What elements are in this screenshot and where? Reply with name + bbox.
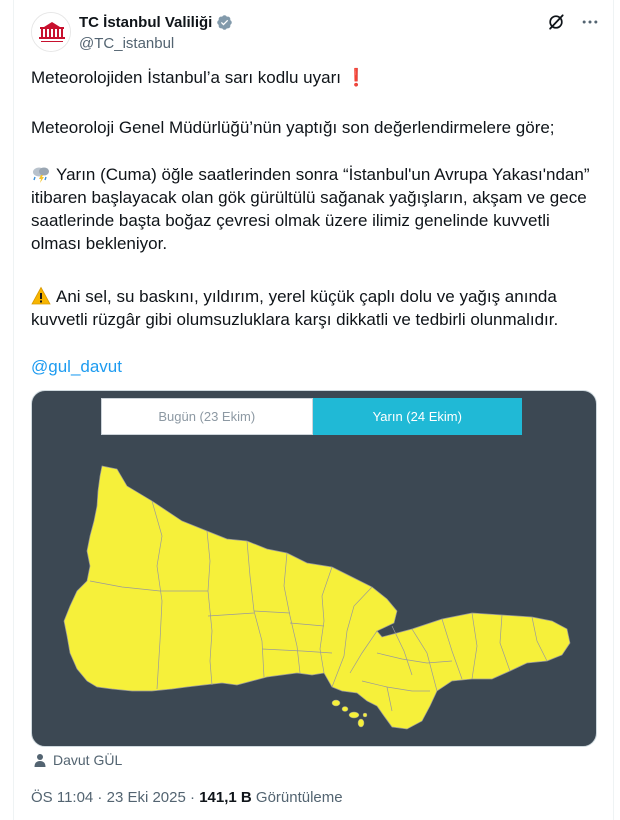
tab-tomorrow[interactable]: Yarın (24 Ekim): [313, 398, 523, 435]
verified-badge-icon: [216, 14, 233, 31]
istanbul-districts: [64, 466, 570, 729]
meta-separator-2: ·: [185, 789, 200, 806]
warning-icon: [31, 286, 51, 306]
view-label: Görüntüleme: [251, 789, 343, 806]
media-credit[interactable]: [33, 752, 122, 768]
tweet-media-map[interactable]: [31, 390, 597, 747]
tweet-line-1-text: Meteorolojiden İstanbul’a sarı kodlu uyarı: [31, 68, 346, 87]
tweet-line-4-text: Ani sel, su baskını, yıldırım, yerel küçük çaplı dolu ve yağış anında kuvvetli rüzgâr gibi olumsuzluklara karşı dikkatli ve tedbirli olunmalıdır.: [31, 287, 559, 329]
thunder-cloud-rain-icon: [31, 164, 51, 184]
author-handle[interactable]: @TC_istanbul: [79, 35, 175, 52]
tweet-meta: [31, 789, 343, 806]
tweet-line-2: Meteoroloji Genel Müdürlüğü’nün yaptığı son değerlendirmelere göre;: [31, 118, 555, 137]
author-display-name[interactable]: [79, 13, 233, 32]
author-names: [79, 13, 233, 53]
tab-today[interactable]: Bugün (23 Ekim): [101, 398, 313, 435]
valilik-logo-icon: [32, 13, 71, 52]
tweet-line-3-text: Yarın (Cuma) öğle saatlerinden sonra “İstanbul'un Avrupa Yakası'ndan” itibaren başlayacak olan gök gürültülü sağanak yağışların, akşam ve gece saatlerinde başta boğaz çevresi olmak üzere ilimiz genelinde kuvvetli olması bekleniyor.: [31, 165, 590, 253]
islands: [332, 700, 367, 727]
person-icon: [33, 753, 47, 767]
mention-link[interactable]: @gul_davut: [31, 357, 122, 376]
view-count: 141,1 B: [199, 789, 252, 806]
tweet-line-1: [31, 66, 367, 89]
media-credit-name: Davut GÜL: [53, 752, 123, 768]
map-day-tabs: [101, 398, 522, 435]
header-actions: [546, 12, 600, 32]
tweet-time[interactable]: ÖS 11:04: [31, 789, 94, 806]
istanbul-warning-map: [32, 391, 597, 747]
tweet-header: [31, 12, 600, 56]
grok-icon[interactable]: [546, 12, 566, 32]
tweet-line-3: [31, 163, 591, 255]
author-name-text: TC İstanbul Valiliği: [79, 14, 213, 31]
meta-separator-1: ·: [93, 789, 107, 806]
tweet-line-4: [31, 285, 591, 331]
tweet-date[interactable]: 23 Eki 2025: [106, 789, 186, 806]
exclamation-icon: ❗: [345, 68, 367, 87]
avatar[interactable]: [31, 12, 71, 52]
right-border: [613, 0, 614, 820]
left-border: [13, 0, 14, 820]
more-options-icon[interactable]: [580, 12, 600, 32]
